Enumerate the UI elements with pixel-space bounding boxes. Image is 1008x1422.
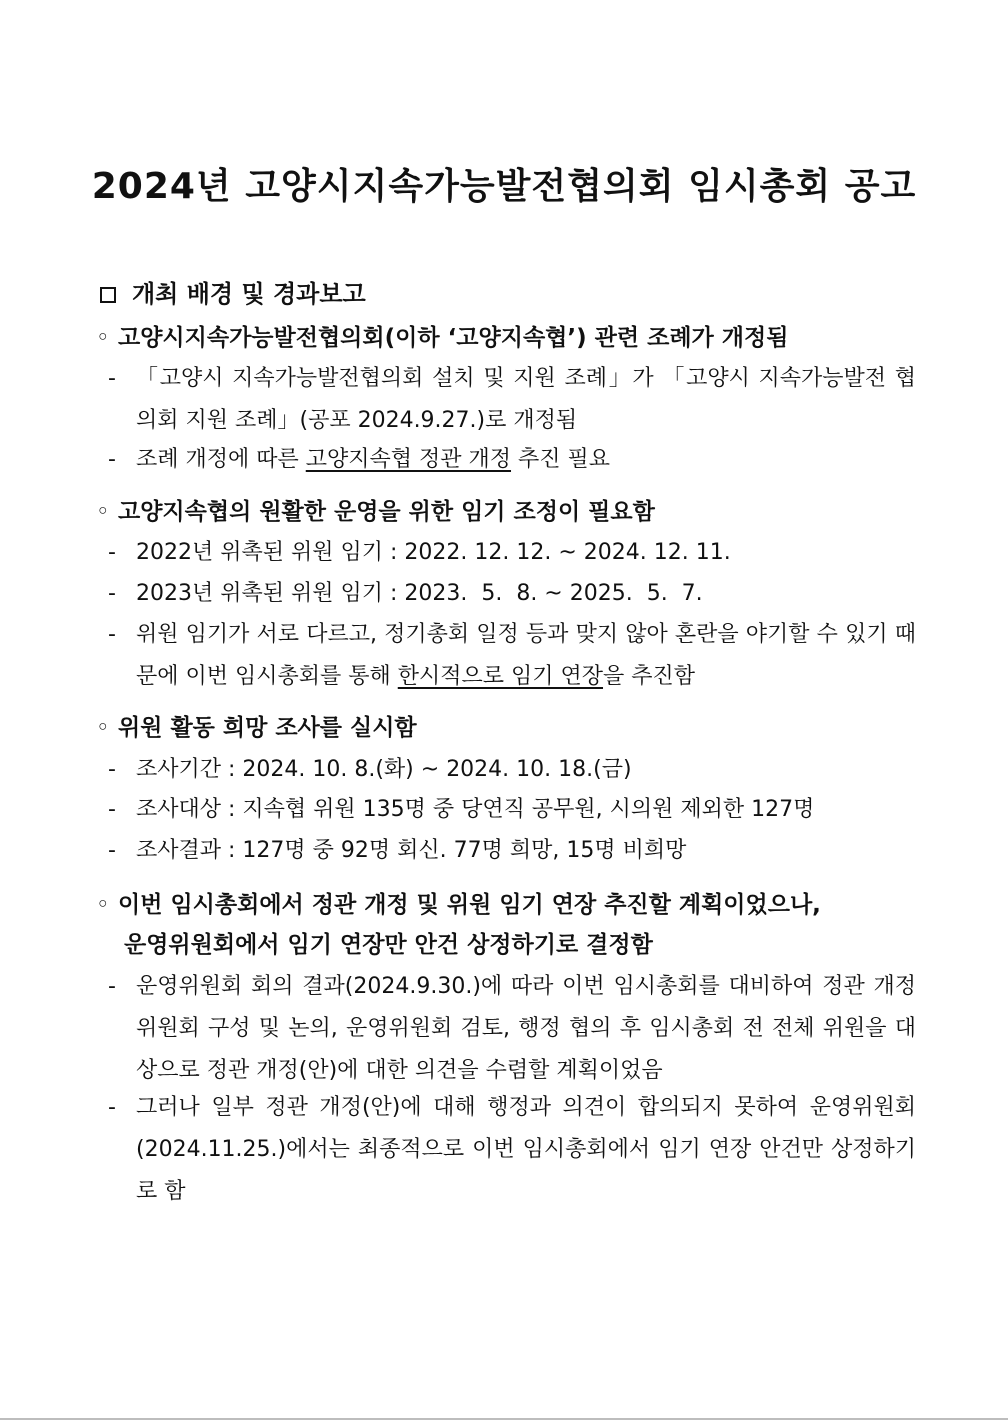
bullet-text: 고양지속협의 원활한 운영을 위한 임기 조정이 필요함: [118, 499, 655, 525]
page-bottom-divider: [0, 1418, 1008, 1420]
checkbox-square-icon: [100, 287, 116, 303]
item-text: 2022년 위촉된 위원 임기 : 2022. 12. 12. ~ 2024. 12. 11.: [136, 540, 731, 565]
bullet-text-continued: 운영위원회에서 임기 연장만 안건 상정하기로 결정함: [124, 932, 653, 958]
bullet-mark: ◦: [96, 715, 110, 741]
list-item: [108, 830, 916, 872]
item-text: 조사기간 : 2024. 10. 8.(화) ~ 2024. 10. 18.(금): [136, 757, 632, 782]
item-text: 「고양시 지속가능발전협의회 설치 및 지원 조례」가 「고양시 지속가능발전 협의회 지원 조례」(공포 2024.9.27.)로 개정됨: [136, 366, 916, 433]
item-text-pre: 위원 임기가 서로 다르고, 정기총회 일정 등과 맞지 않아 혼란을 야기할 수 있기 때문에 이번 임시총회를 통해: [136, 622, 916, 689]
list-item: [108, 966, 916, 1092]
list-item: [108, 532, 916, 574]
bullet-mark: ◦: [96, 499, 110, 525]
item-text: 조사결과 : 127명 중 92명 회신. 77명 희망, 15명 비희망: [136, 838, 687, 863]
bullet-2: [96, 492, 916, 532]
bullet-mark: ◦: [96, 325, 110, 351]
dash-mark: -: [108, 581, 116, 606]
section-heading-text: 개최 배경 및 경과보고: [132, 280, 366, 308]
dash-mark: -: [108, 797, 116, 822]
list-item: [108, 614, 916, 698]
bullet-mark: ◦: [96, 892, 110, 918]
list-item: [108, 573, 916, 615]
dash-mark: -: [108, 1095, 116, 1120]
dash-mark: -: [108, 622, 116, 647]
list-item: [108, 789, 916, 831]
underlined-text: 한시적으로 임기 연장: [397, 664, 604, 689]
dash-mark: -: [108, 540, 116, 565]
dash-mark: -: [108, 366, 116, 391]
item-text: 운영위원회 회의 결과(2024.9.30.)에 따라 이번 임시총회를 대비하여 정관 개정위원회 구성 및 논의, 운영위원회 검토, 행정 협의 후 임시총회 전 전체 위원을 대상으로 정관 개정(안)에 대한 의견을 수렴할 계획이었음: [136, 974, 916, 1083]
item-text: [108, 439, 916, 481]
bullet-text: 고양시지속가능발전협의회(이하 ‘고양지속협’) 관련 조례가 개정됨: [118, 325, 789, 351]
underlined-text: 고양지속협 정관 개정: [305, 447, 512, 472]
bullet-3: [96, 708, 916, 748]
dash-mark: -: [108, 757, 116, 782]
bullet-text: 위원 활동 희망 조사를 실시함: [118, 715, 417, 741]
list-item: [108, 749, 916, 791]
dash-mark: -: [108, 838, 116, 863]
page-title: 2024년 고양시지속가능발전협의회 임시총회 공고: [91, 166, 917, 207]
list-item: [108, 358, 916, 442]
dash-mark: -: [108, 447, 116, 472]
dash-mark: -: [108, 974, 116, 999]
bullet-4: [96, 885, 916, 965]
bullet-1: [96, 318, 916, 358]
item-text: 2023년 위촉된 위원 임기 : 2023. 5. 8. ~ 2025. 5. 7.: [136, 581, 703, 606]
item-text: 그러나 일부 정관 개정(안)에 대해 행정과 의견이 합의되지 못하여 운영위원회(2024.11.25.)에서는 최종적으로 이번 임시총회에서 임기 연장 안건만 상정하기로 함: [136, 1095, 916, 1204]
section-heading: [100, 274, 366, 309]
item-text-pre: 조례 개정에 따른: [136, 447, 306, 472]
list-item: [108, 1087, 916, 1213]
bullet-text: 이번 임시총회에서 정관 개정 및 위원 임기 연장 추진할 계획이었으나,: [118, 892, 821, 918]
item-text-post: 추진 필요: [511, 447, 611, 472]
item-text: [108, 614, 916, 698]
item-text: 조사대상 : 지속협 위원 135명 중 당연직 공무원, 시의원 제외한 127명: [136, 797, 815, 822]
item-text-post: 을 추진함: [603, 664, 696, 689]
list-item: [108, 439, 916, 481]
